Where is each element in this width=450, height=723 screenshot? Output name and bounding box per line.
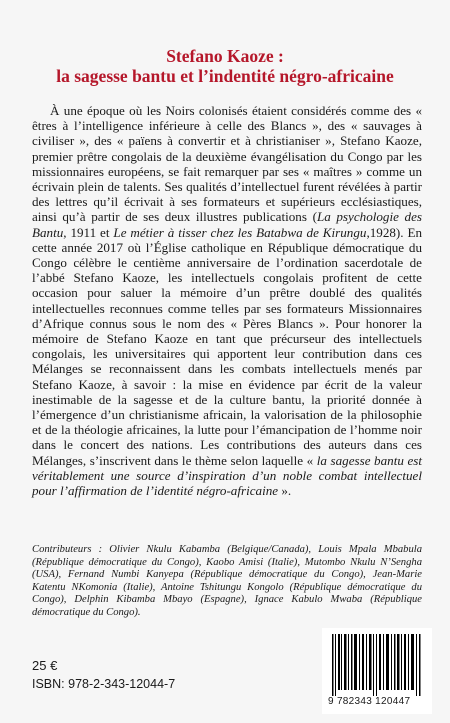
summary-part-2: , 1911 et xyxy=(63,224,114,240)
publication-title-1: La psychologie des Bantu xyxy=(32,209,422,240)
summary-part-4: ». xyxy=(278,483,292,499)
summary-paragraph xyxy=(32,103,422,498)
barcode-bars-icon xyxy=(330,634,424,696)
isbn-label: ISBN: 978-2-343-12044-7 xyxy=(32,677,176,691)
publication-title-2: Le métier à tisser chez les Batabwa de Kirungu xyxy=(113,224,367,240)
contributors-list: Contributeurs : Olivier Nkulu Kabamba (Belgique/Canada), Louis Mpala Mbabula (République démocratique du Congo), Kaobo Amisi (Italie), Mutombo Nkulu N’Sengha (USA), Fernand Numbi Kanyepa (République démocratique du Congo), Jean-Marie Katentu NKomonia (Italie), Antoine Tshitungu Kongolo (République démocratique du Congo), Delphin Kibamba Mbayo (Espagne), Ignace Kabulo Mwaba (République démocratique du Congo). xyxy=(32,544,422,618)
book-title xyxy=(0,46,450,86)
barcode xyxy=(322,628,432,714)
title-line-2: la sagesse bantu et l’indentité négro-africaine xyxy=(56,66,394,86)
summary-part-1: À une époque où les Noirs colonisés étaient considérés comme des « êtres à l’intelligence inférieure à celle des Blancs », des « sauvages à civiliser », des « païens à convertir et à christianiser », Stefano Kaoze, premier prêtre congolais de la deuxième évangélisation du Congo par les missionnaires européens, se fait remarquer par ses « maîtres » comme un écrivain plein de talents. Ses qualités d’intellectuel furent révélées à partir des lettres qu’il écrivait à ses formateurs et supérieurs ecclésiastiques, ainsi qu’à partir de ses deux illustres publications ( xyxy=(32,103,422,225)
price-label: 25 € xyxy=(32,658,58,673)
summary-part-3: ,1928). En cette année 2017 où l’Église catholique en République démocratique du Congo célèbre le centième anniversaire de l’ordination sacerdotale de l’abbé Stefano Kaoze, les intellectuels congolais profitent de cette occasion pour saluer la mémoire d’un prêtre doublé des qualités intellectuelles reconnues comme telles par ses formateurs Missionnaires d’Afrique connus sous le nom des « Pères Blancs ». Pour honorer la mémoire de Stefano Kaoze en tant que précurseur des intellectuels congolais, les universitaires qui apportent leur contribution dans ces Mélanges se reconnaissent dans les combats intellectuels menés par Stefano Kaoze, à savoir : la mise en évidence par écrit de la valeur inestimable de la sagesse et de la culture bantu, la priorité donnée à l’émergence d’un christianisme africain, la valorisation de la philosophie et de la théologie africaines, la lutte pour l’émancipation de l’homme noir dans le concert des nations. Les contributions des auteurs dans ces Mélanges, s’inscrivent dans le thème selon laquelle « xyxy=(32,224,422,468)
barcode-digits: 9 782343 120447 xyxy=(328,696,411,707)
title-line-1: Stefano Kaoze : xyxy=(166,46,284,66)
theme-quote: la sagesse bantu est véritablement une source d’inspiration d’un noble combat intellectuel pour l’affirmation de l’identité négro-africaine xyxy=(32,452,422,499)
